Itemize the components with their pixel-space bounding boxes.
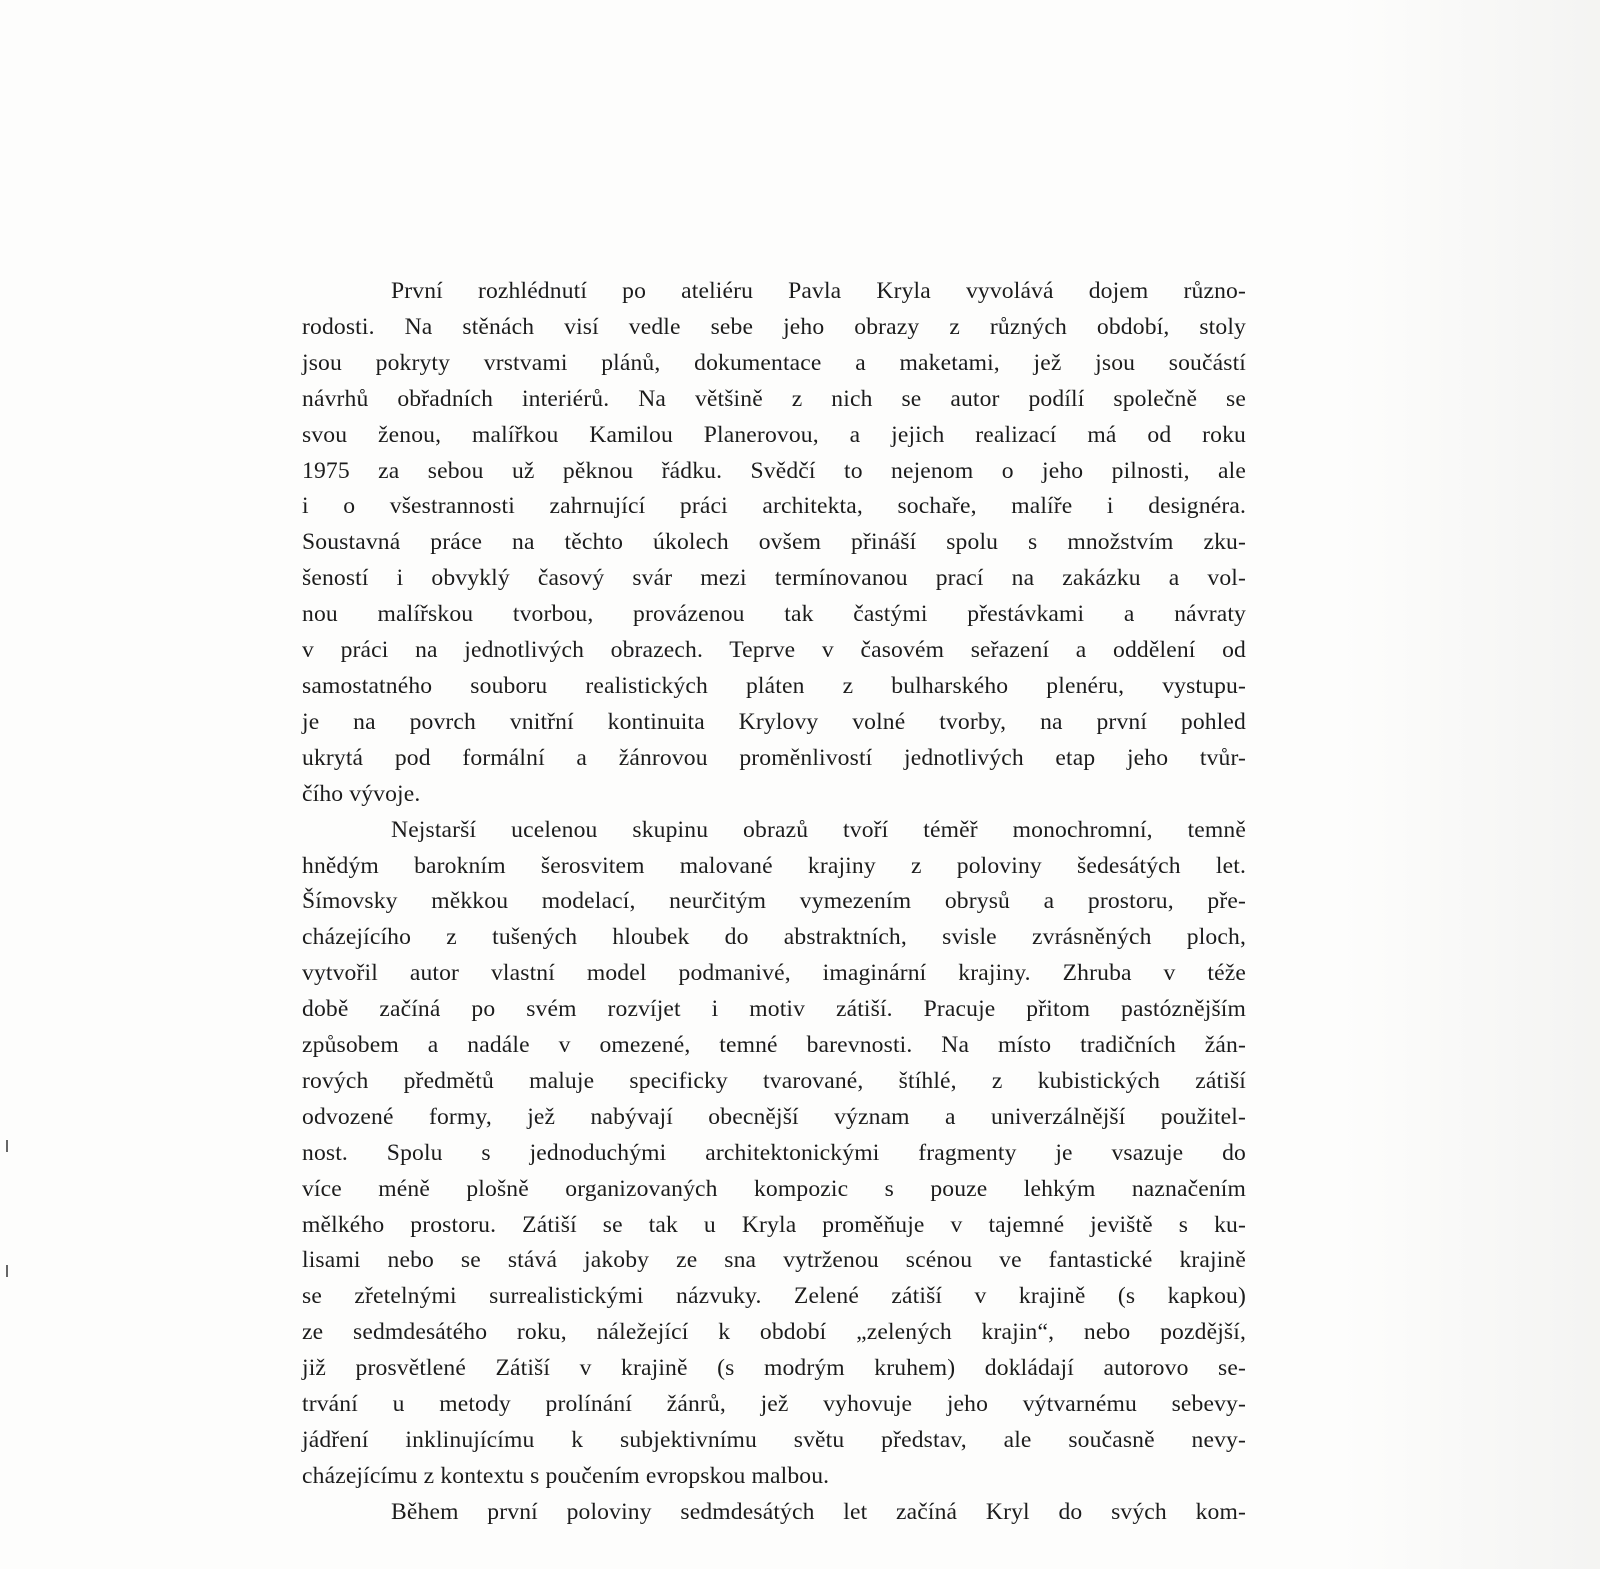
text-line: odvozené formy, jež nabývají obecnější význam a univerzálnější použitel- [302, 1103, 1246, 1130]
text-line: ze sedmdesátého roku, náležející k období „zelených krajin“, nebo pozdější, [302, 1319, 1246, 1346]
paragraph-1 [302, 274, 1246, 813]
text-line: cházejícího z tušených hloubek do abstraktních, svisle zvrásněných ploch, [302, 924, 1246, 951]
text-line: době začíná po svém rozvíjet i motiv zátiší. Pracuje přitom pastóznějším [302, 996, 1246, 1023]
paragraph-3 [302, 1495, 1246, 1531]
text-line: v práci na jednotlivých obrazech. Teprve v časovém seřazení a oddělení od [302, 637, 1246, 664]
text-line: jsou pokryty vrstvami plánů, dokumentace a maketami, jež jsou součástí [302, 349, 1246, 376]
text-line: nou malířskou tvorbou, provázenou tak častými přestávkami a návraty [302, 601, 1246, 628]
text-line: mělkého prostoru. Zátiší se tak u Kryla proměňuje v tajemné jeviště s ku- [302, 1211, 1246, 1238]
text-line: cházejícímu z kontextu s poučením evropskou malbou. [302, 1462, 830, 1489]
text-line: První rozhlédnutí po ateliéru Pavla Kryla vyvolává dojem různo- [391, 278, 1246, 304]
text-line: i o všestrannosti zahrnující práci architekta, sochaře, malíře i designéra. [302, 493, 1246, 520]
text-line: vytvořil autor vlastní model podmanivé, imaginární krajiny. Zhruba v téže [302, 960, 1246, 987]
text-line: způsobem a nadále v omezené, temné barevnosti. Na místo tradičních žán- [302, 1032, 1246, 1059]
text-line: svou ženou, malířkou Kamilou Planerovou, a jejich realizací má od roku [302, 421, 1246, 448]
text-line: 1975 za sebou už pěknou řádku. Svědčí to nejenom o jeho pilnosti, ale [302, 457, 1246, 484]
scan-margin-mark [6, 1265, 8, 1277]
text-line: rodosti. Na stěnách visí vedle sebe jeho obrazy z různých období, stoly [302, 313, 1246, 340]
text-line: lisami nebo se stává jakoby ze sna vytrženou scénou ve fantastické krajině [302, 1247, 1246, 1274]
text-line: rových předmětů maluje specificky tvarované, štíhlé, z kubistických zátiší [302, 1067, 1246, 1094]
scan-margin-mark [6, 1140, 8, 1152]
text-line: návrhů obřadních interiérů. Na většině z nich se autor podílí společně se [302, 385, 1246, 412]
text-line: Šímovsky měkkou modelací, neurčitým vymezením obrysů a prostoru, pře- [302, 888, 1246, 915]
text-line: čího vývoje. [302, 780, 421, 807]
text-line: více méně plošně organizovaných kompozic s pouze lehkým naznačením [302, 1175, 1246, 1202]
text-line: nost. Spolu s jednoduchými architektonickými fragmenty je vsazuje do [302, 1139, 1246, 1166]
paragraph-2 [302, 813, 1246, 1495]
text-line: jádření inklinujícímu k subjektivnímu světu představ, ale současně nevy- [302, 1427, 1246, 1453]
text-line: Nejstarší ucelenou skupinu obrazů tvoří téměř monochromní, temně [391, 816, 1246, 843]
text-line: šeností i obvyklý časový svár mezi termínovanou prací na zakázku a vol- [302, 565, 1246, 592]
text-line: samostatného souboru realistických pláten z bulharského plenéru, vystupu- [302, 672, 1246, 699]
text-line: již prosvětlené Zátiší v krajině (s modrým kruhem) dokládají autorovo se- [302, 1355, 1246, 1382]
text-line: hnědým barokním šerosvitem malované krajiny z poloviny šedesátých let. [302, 852, 1246, 879]
text-line: se zřetelnými surrealistickými názvuky. Zelené zátiší v krajině (s kapkou) [302, 1283, 1246, 1310]
text-line: ukrytá pod formální a žánrovou proměnlivostí jednotlivých etap jeho tvůr- [302, 744, 1246, 771]
text-line: trvání u metody prolínání žánrů, jež vyhovuje jeho výtvarnému sebevy- [302, 1391, 1246, 1418]
text-line: je na povrch vnitřní kontinuita Krylovy volné tvorby, na první pohled [302, 708, 1246, 735]
body-text [302, 274, 1246, 1531]
text-line: Soustavná práce na těchto úkolech ovšem přináší spolu s množstvím zku- [302, 529, 1246, 556]
text-line: Během první poloviny sedmdesátých let začíná Kryl do svých kom- [391, 1498, 1246, 1525]
